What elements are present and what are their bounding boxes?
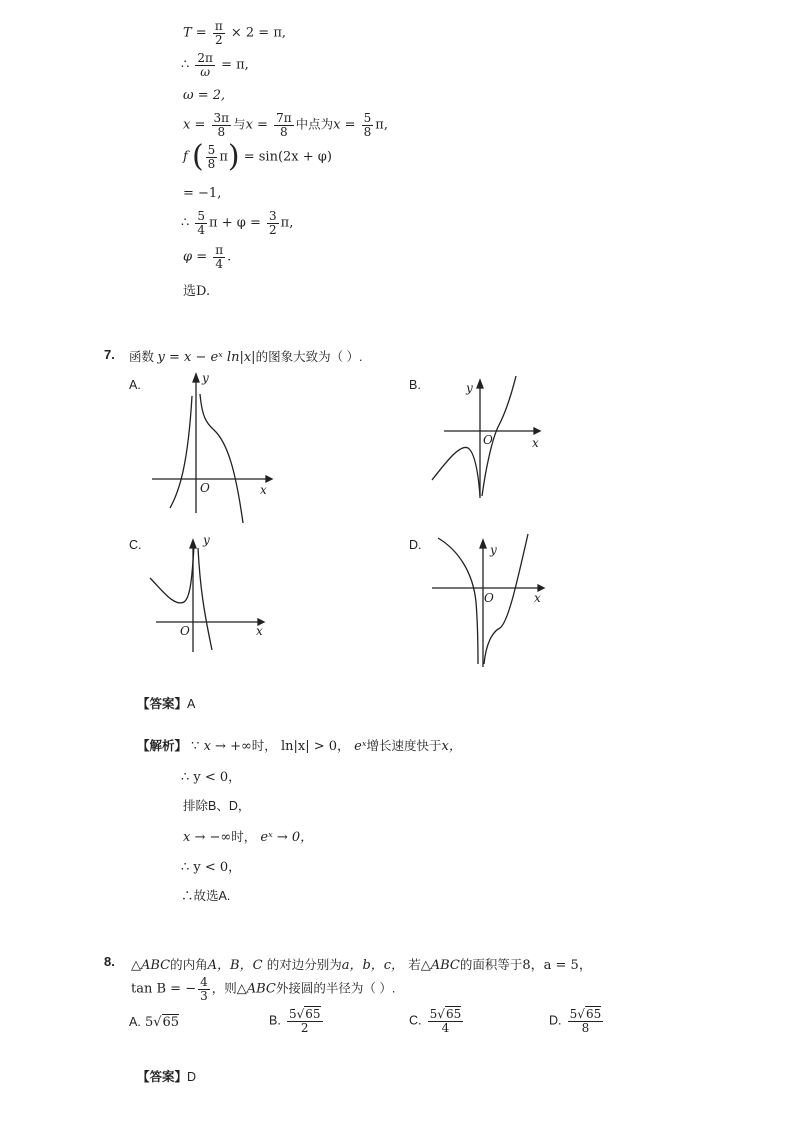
q7-analysis-line-6: ∴故选A. [181,889,231,903]
q7-analysis-line-1: 【解析】 ∵ x → +∞时， ln|x| > 0， eˣ增长速度快于x， [137,739,462,754]
origin-label: O [200,481,210,495]
q7-analysis-line-4: x → −∞时， eˣ → 0， [183,830,314,845]
svg-text:x: x [534,591,541,605]
y-axis-label: y [202,371,209,385]
option-d-label: D. [409,538,422,552]
q8-stem-line-2: tan B = − $\frac{4}{3}$ ，则△ABC外接圆的半径为（ ）. [131,975,396,1003]
x-axis-label: x [260,483,267,497]
option-c-label: C. [129,538,142,552]
svg-text:y: y [466,381,473,395]
svg-text:y: y [203,533,210,547]
option-b-label: B. [409,378,421,392]
q7-analysis-line-5: ∴ y < 0， [181,860,242,875]
graph-option-b [428,372,558,504]
graph-option-a [148,368,278,528]
q7-analysis-line-3: 排除B、D， [183,799,251,813]
q8-option-d: D. $\frac{5√65}{8}$ [549,1007,602,1035]
svg-text:O: O [484,591,494,605]
solution-line-6: = −1, [183,186,222,201]
graph-option-c [148,532,278,657]
svg-text:y: y [490,543,497,557]
q8-option-c: C. $\frac{5√65}{4}$ [409,1007,462,1035]
solution-line-5: f ( $\frac{5}{8}$ π) = sin(2x + φ) [183,139,332,174]
q8-answer: 【答案】D [137,1070,197,1084]
q7-answer: 【答案】A [137,697,196,711]
svg-text:O: O [483,433,493,447]
question-number: 7. [104,347,115,362]
q8-stem-line-1: △ABC的内角A，B，C 的对边分别为a，b，c， 若△ABC的面积等于8，a = 5， [131,958,592,973]
svg-text:x: x [256,624,263,638]
solution-line-8: φ = $\frac{\pi}{4}$ . [183,243,232,271]
solution-line-1: T = $\frac{\pi}{2}$ × 2 = π, [183,19,287,47]
solution-line-3: ω = 2, [183,88,226,103]
solution-line-9: 选D. [183,284,211,299]
solution-line-7: ∴ $\frac{5}{4}$ π + φ = $\frac{3}{2}$ π, [181,209,294,237]
solution-line-4: x = $\frac{3\pi}{8}$ 与x = $\frac{7\pi}{8}$ 中点为x = $\frac{5}{8}$ π, [183,111,388,139]
q8-option-b: B. $\frac{5√65}{2}$ [269,1007,321,1035]
option-a-label: A. [129,378,141,392]
graph-option-d [428,532,558,672]
q7-analysis-line-2: ∴ y < 0， [181,770,242,785]
svg-text:x: x [532,436,539,450]
question-number: 8. [104,954,115,969]
fraction: $\frac{2\pi}{\omega}$ [197,51,213,79]
svg-text:O: O [180,624,190,638]
solution-line-2: ∴ $\frac{2\pi}{\omega}$ = π, [181,51,249,79]
fraction: $\frac{\pi}{2}$ [214,19,223,47]
question-stem: 函数 y = x − eˣ ln|x|的图象大致为（ ）. [129,350,363,365]
q8-option-a: A. 5√65 [129,1015,180,1030]
